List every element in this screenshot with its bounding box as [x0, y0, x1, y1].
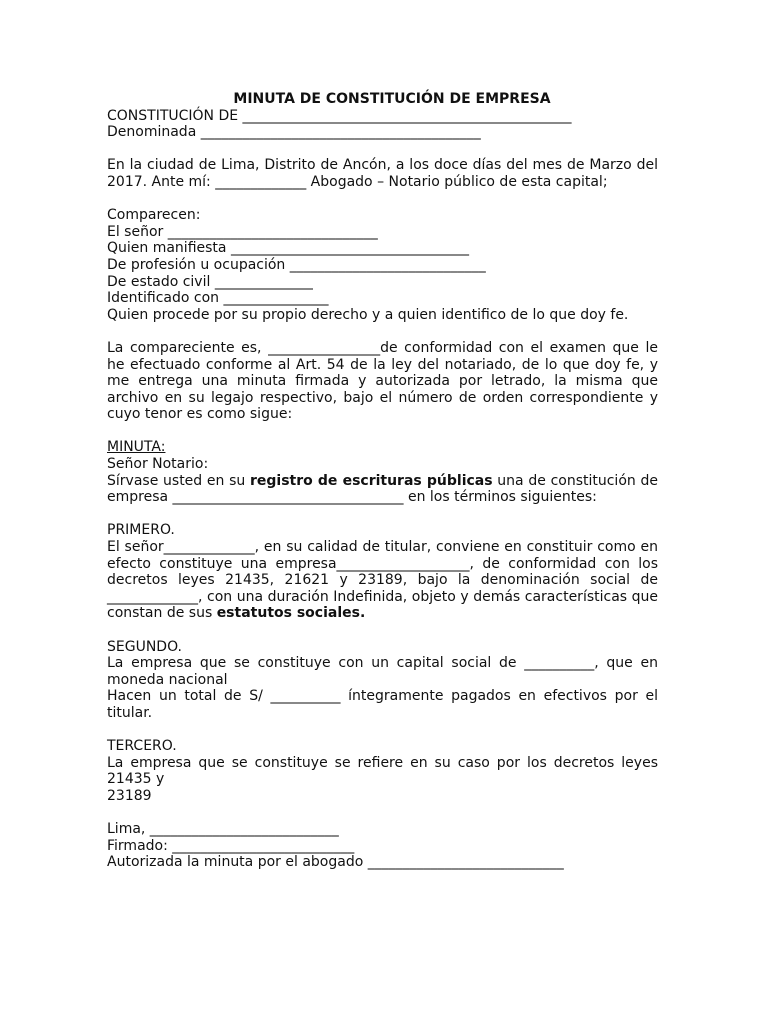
- minuta-salutation: Señor Notario:: [107, 456, 209, 473]
- document-title: MINUTA DE CONSTITUCIÓN DE EMPRESA: [233, 91, 551, 107]
- comparecen-line-manifiesta: Quien manifiesta __________________________________: [107, 240, 469, 257]
- minuta-heading-text: MINUTA:: [107, 439, 166, 456]
- tercero-paragraph: La empresa que se constituye se refiere en su caso por los decretos leyes 21435 y: [107, 754, 658, 788]
- minuta-text-before: Sírvase usted en su: [107, 472, 250, 489]
- segundo-heading: SEGUNDO.: [107, 638, 182, 655]
- segundo-paragraph-2: Hacen un total de S/ __________ íntegramente pagados en efectivos por el titular.: [107, 688, 658, 721]
- minuta-paragraph: [107, 473, 658, 506]
- intro-paragraph: En la ciudad de Lima, Distrito de Ancón, a los doce días del mes de Marzo del 2017. Ante mí: _____________ Abogado – Notario público de esta capital;: [107, 157, 658, 190]
- comparecen-heading: Comparecen:: [107, 207, 201, 224]
- minuta-bold-text: registro de escrituras públicas: [250, 472, 493, 489]
- firma-lima-line: Lima, ___________________________: [107, 821, 339, 838]
- firma-firmado-line: Firmado: __________________________: [107, 837, 355, 854]
- comparecen-line-senor: El señor ______________________________: [107, 223, 378, 240]
- comparecen-line-identificado: Identificado con _______________: [107, 290, 329, 307]
- comparecen-line-profesion: De profesión u ocupación ____________________________: [107, 256, 486, 273]
- primero-text: El señor_____________, en su calidad de titular, conviene en constituir como en efecto constituye una empresa___________________, de conformidad con los decretos leyes 21435, 21621 y 23189, bajo la denominación social de _____________, con una duración Indefinida, objeto y demás características que constan de sus: [107, 539, 658, 622]
- tercero-heading: TERCERO.: [107, 738, 177, 755]
- segundo-paragraph-1: La empresa que se constituye con un capital social de __________, que en moneda nacional: [107, 655, 658, 688]
- document-body: [107, 91, 658, 871]
- firma-autorizada-line: Autorizada la minuta por el abogado ____________________________: [107, 854, 564, 871]
- tercero-last-line: 23189: [107, 787, 152, 804]
- comparecen-line-estado-civil: De estado civil ______________: [107, 273, 313, 290]
- primero-paragraph: [107, 539, 658, 622]
- comparecen-line-procede: Quien procede por su propio derecho y a quien identifico de lo que doy fe.: [107, 306, 629, 323]
- constitucion-line: CONSTITUCIÓN DE _______________________________________________: [107, 107, 572, 124]
- denominada-line: Denominada ________________________________________: [107, 124, 481, 141]
- minuta-heading: [107, 439, 658, 456]
- minuta-text-after: una de constitución de empresa _________________________________ en los términos siguientes:: [107, 472, 658, 506]
- compareciente-paragraph: La compareciente es, ________________de conformidad con el examen que le he efectuado conforme al Art. 54 de la ley del notariado, de lo que doy fe, y me entrega una minuta firmada y autorizada por letrado, la misma que archivo en su legajo respectivo, bajo el número de orden correspondiente y cuyo tenor es como sigue:: [107, 339, 658, 423]
- primero-bold-text: estatutos sociales.: [216, 605, 366, 622]
- primero-heading: PRIMERO.: [107, 522, 175, 539]
